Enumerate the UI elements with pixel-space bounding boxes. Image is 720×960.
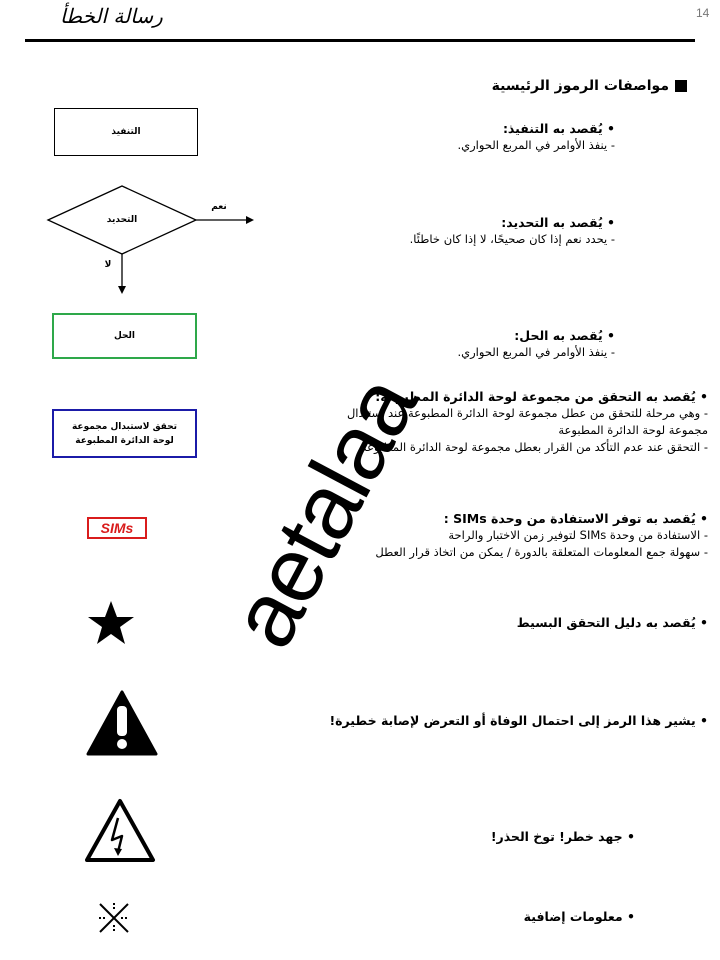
pcb-check-symbol-label: تحقق لاستبدال مجموعة لوحة الدائرة المطبوعة bbox=[71, 421, 178, 446]
item-pcb-check-head: • يُقصد به التحقق من مجموعة لوحة الدائرة المطبوعة: bbox=[375, 389, 708, 404]
high-voltage-icon bbox=[84, 798, 156, 864]
item-solution-line: - ينفذ الأوامر في المربع الحواري. bbox=[457, 345, 615, 359]
item-warning-head: • يشير هذا الرمز إلى احتمال الوفاة أو التعرض لإصابة خطيرة! bbox=[329, 713, 708, 728]
section-title bbox=[492, 78, 687, 94]
sims-symbol-label: SIMs bbox=[100, 520, 134, 536]
header-divider bbox=[25, 39, 695, 42]
execute-symbol-label: التنفيذ bbox=[111, 127, 141, 137]
item-high-voltage-head: • جهد خطر! توخ الحذر! bbox=[490, 829, 635, 844]
decision-no-label: لا bbox=[104, 260, 112, 270]
item-sims-line-1: - الاستفادة من وحدة SIMs لتوفير زمن الاختبار والراحة bbox=[448, 528, 708, 542]
header-title: رسالة الخطأ bbox=[60, 4, 163, 28]
item-star bbox=[288, 614, 708, 631]
item-star-head: • يُقصد به دليل التحقق البسيط bbox=[516, 615, 708, 630]
item-execute-line: - ينفذ الأوامر في المربع الحواري. bbox=[457, 138, 615, 152]
item-decision-head: • يُقصد به التحديد: bbox=[501, 215, 615, 230]
item-execute-head: • يُقصد به التنفيذ: bbox=[502, 121, 615, 136]
sims-symbol bbox=[87, 517, 147, 539]
item-solution bbox=[195, 327, 615, 361]
info-asterisk-icon bbox=[96, 900, 132, 936]
section-title-text: مواصفات الرموز الرئيسية bbox=[491, 78, 669, 94]
item-pcb-check bbox=[308, 388, 708, 456]
item-warning bbox=[288, 712, 708, 729]
item-sims-head: • يُقصد به توفر الاستفادة من وحدة SIMs : bbox=[443, 511, 708, 526]
decision-label: التحديد bbox=[106, 215, 138, 225]
item-sims-line-2: - سهولة جمع المعلومات المتعلقة بالدورة / يمكن من اتخاذ قرار العطل bbox=[375, 545, 708, 559]
execute-symbol bbox=[54, 108, 198, 156]
item-decision-line: - يحدد نعم إذا كان صحيحًا، لا إذا كان خاطئًا. bbox=[409, 232, 615, 246]
decision-yes-label: نعم bbox=[211, 202, 227, 212]
pcb-check-symbol bbox=[52, 409, 197, 458]
item-high-voltage bbox=[215, 828, 635, 845]
item-pcb-check-line-2: - التحقق عند عدم التأكد من القرار بعطل مجموعة لوحة الدائرة المطبوعة bbox=[361, 440, 708, 454]
item-additional-info-head: • معلومات إضافية bbox=[523, 909, 635, 924]
page-number: 14 bbox=[696, 6, 710, 20]
item-execute bbox=[195, 120, 615, 154]
item-solution-head: • يُقصد به الحل: bbox=[514, 328, 615, 343]
square-bullet-icon bbox=[675, 80, 687, 92]
warning-icon bbox=[86, 690, 158, 756]
no-arrow-head bbox=[118, 286, 126, 294]
item-decision bbox=[195, 214, 615, 248]
watermark: aetalaa bbox=[210, 361, 437, 664]
item-pcb-check-line-1: - وهي مرحلة للتحقق من عطل مجموعة لوحة الدائرة المطبوعة عند استبدال مجموعة لوحة الدائرة المطبوعة bbox=[346, 406, 708, 437]
item-additional-info bbox=[215, 908, 635, 925]
solution-symbol bbox=[52, 313, 197, 359]
solution-symbol-label: الحل bbox=[114, 331, 135, 341]
star-icon bbox=[86, 600, 136, 646]
item-sims bbox=[308, 510, 708, 561]
